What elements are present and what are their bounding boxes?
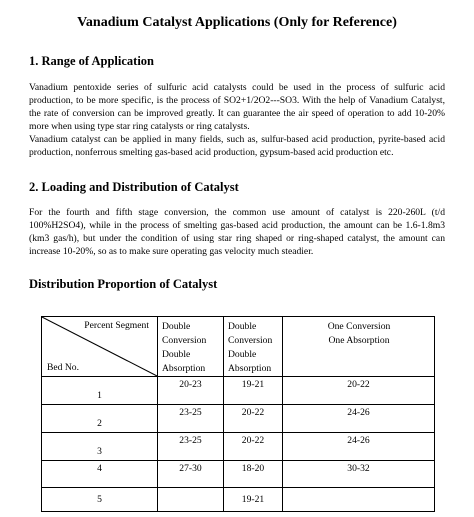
section-1-body bbox=[29, 81, 445, 160]
corner-header-cell bbox=[42, 317, 158, 377]
table-row bbox=[42, 433, 435, 461]
section-2-body bbox=[29, 206, 445, 258]
table-row bbox=[42, 488, 435, 512]
value-cell: 18-20 bbox=[224, 461, 283, 488]
value-cell: 24-26 bbox=[283, 433, 435, 461]
header-line: Conversion bbox=[162, 335, 207, 346]
header-line: One Absorption bbox=[328, 335, 390, 346]
value-cell: 30-32 bbox=[283, 461, 435, 488]
table-row bbox=[42, 377, 435, 405]
bed-number-cell: 1 bbox=[42, 377, 158, 405]
value-cell: 23-25 bbox=[158, 405, 224, 433]
header-line: Absorption bbox=[228, 363, 272, 374]
bed-number-cell: 2 bbox=[42, 405, 158, 433]
header-line: One Conversion bbox=[327, 321, 391, 332]
table-header-row bbox=[42, 317, 435, 377]
section-2-paragraph: For the fourth and fifth stage conversion, the common use amount of catalyst is 220-260L (t/d 100%H2SO4), while in the process of smelting gas-based acid production, the amount can be 1.6-1.8m3 (km3 gas/h), but under the condition of using star ring shaped or ring-shaped catalyst, the amount can increase 10-20%, so as to make sure operating gas velocity much steadier. bbox=[29, 207, 445, 258]
value-cell: 27-30 bbox=[158, 461, 224, 488]
value-cell: 20-22 bbox=[224, 405, 283, 433]
value-cell: 20-22 bbox=[224, 433, 283, 461]
bed-no-label: Bed No. bbox=[47, 362, 79, 373]
bed-number-cell: 4 bbox=[42, 461, 158, 488]
percent-segment-label: Percent Segment bbox=[84, 320, 149, 331]
header-line: Double bbox=[162, 321, 191, 332]
header-line: Double bbox=[228, 321, 257, 332]
header-line: Conversion bbox=[228, 335, 273, 346]
table-heading: Distribution Proportion of Catalyst bbox=[29, 277, 218, 291]
document-title: Vanadium Catalyst Applications (Only for Reference) bbox=[77, 15, 397, 30]
value-cell bbox=[283, 488, 435, 512]
table-row bbox=[42, 405, 435, 433]
table-row bbox=[42, 461, 435, 488]
value-cell: 20-23 bbox=[158, 377, 224, 405]
header-line: Double bbox=[228, 349, 257, 360]
section-1-paragraph-2: Vanadium catalyst can be applied in many fields, such as, sulfur-based acid production, pyrite-based acid production, nonferrous smelting gas-based acid production, gypsum-based acid production etc. bbox=[29, 134, 445, 159]
section-2-heading: 2. Loading and Distribution of Catalyst bbox=[29, 180, 239, 194]
value-cell: 19-21 bbox=[224, 488, 283, 512]
bed-number-cell: 3 bbox=[42, 433, 158, 461]
value-cell: 24-26 bbox=[283, 405, 435, 433]
distribution-table bbox=[41, 316, 435, 512]
header-double-conversion-1 bbox=[158, 317, 224, 377]
bed-number-cell: 5 bbox=[42, 488, 158, 512]
header-line: Absorption bbox=[162, 363, 206, 374]
header-double-conversion-2 bbox=[224, 317, 283, 377]
section-1-paragraph-1: Vanadium pentoxide series of sulfuric acid catalysts could be used in the process of sulfuric acid production, to be more specific, is the process of SO2+1/2O2---SO3. With the help of Vanadium Catalyst, the rate of conversion can be improved greatly. It can guarantee the air speed of operation to add 10-20% more when using type star ring catalysts or ring catalysts. bbox=[29, 82, 445, 133]
value-cell bbox=[158, 488, 224, 512]
value-cell: 19-21 bbox=[224, 377, 283, 405]
header-one-conversion bbox=[283, 317, 435, 377]
value-cell: 23-25 bbox=[158, 433, 224, 461]
section-1-heading: 1. Range of Application bbox=[29, 54, 155, 68]
value-cell: 20-22 bbox=[283, 377, 435, 405]
header-line: Double bbox=[162, 349, 191, 360]
